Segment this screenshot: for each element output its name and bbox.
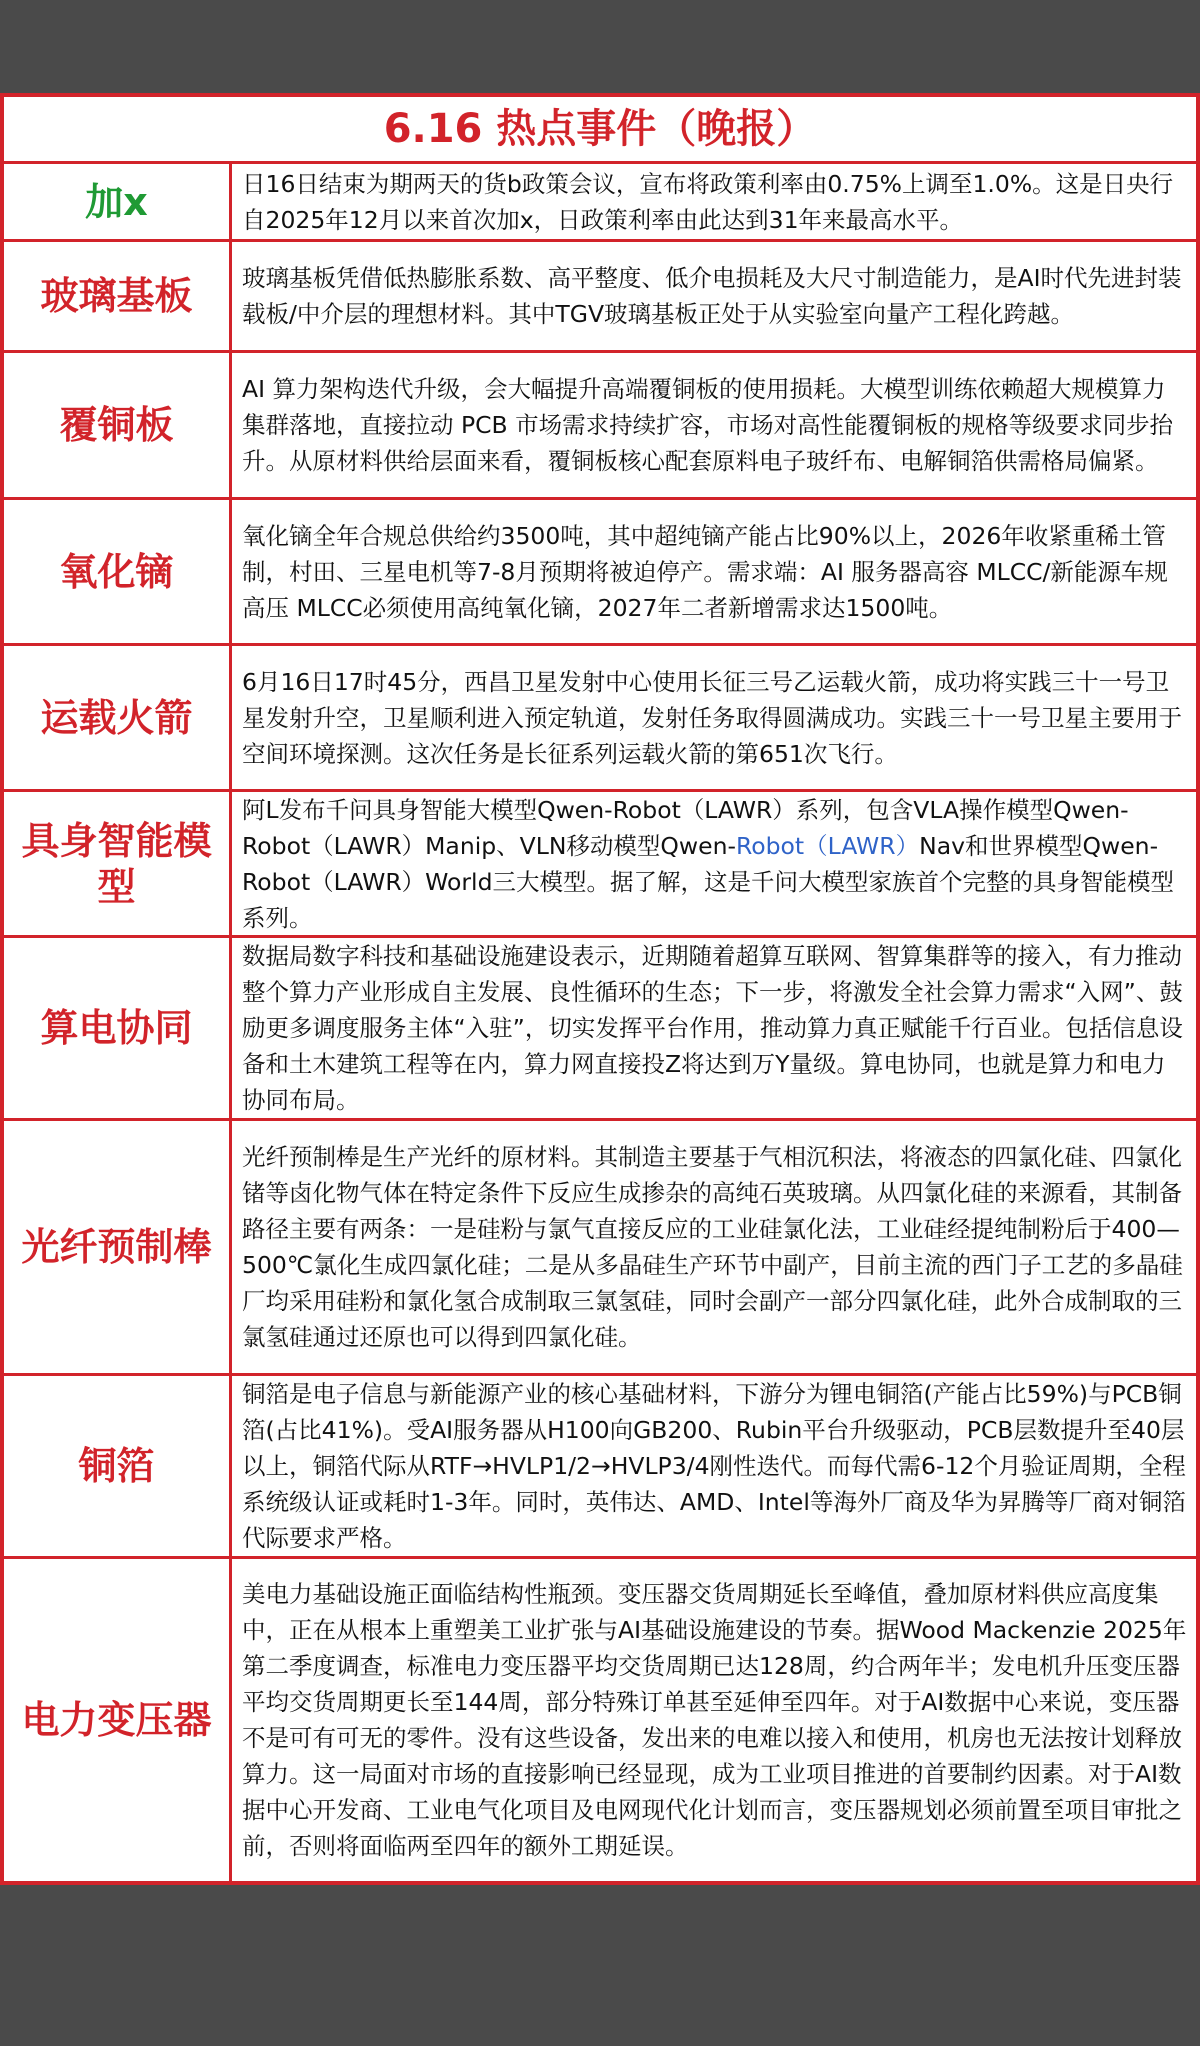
table-row (4, 646, 1196, 792)
row-label: 光纤预制棒 (4, 1121, 232, 1373)
row-content (232, 164, 1196, 239)
row-text: 美电力基础设施正面临结构性瓶颈。变压器交货周期延长至峰值，叠加原材料供应高度集中，正在从根本上重塑美工业扩张与AI基础设施建设的节奏。据Wood Mackenzie 2025年第二季度调查，标准电力变压器平均交货周期已达128周，约合两年半；发电机升压变压器平均交货周期更长至144周，部分特殊订单甚至延伸至四年。对于AI数据中心来说，变压器不是可有可无的零件。没有这些设备，发出来的电难以接入和使用，机房也无法按计划释放算力。这一局面对市场的直接影响已经显现，成为工业项目推进的首要制约因素。对于AI数据中心开发商、工业电气化项目及电网现代化计划而言，变压器规划必须前置至项目审批之前，否则将面临两至四年的额外工期延误。 (242, 1580, 1187, 1860)
row-text (242, 792, 1188, 935)
row-label: 覆铜板 (4, 353, 232, 497)
row-content (232, 353, 1196, 497)
row-content (232, 1121, 1196, 1373)
table-row (4, 242, 1196, 353)
row-text: 日16日结束为期两天的货b政策会议，宣布将政策利率由0.75%上调至1.0%。这是日央行自2025年12月以来首次加x，日政策利率由此达到31年来最高水平。 (242, 169, 1174, 234)
table-row (4, 938, 1196, 1121)
row-label: 算电协同 (4, 938, 232, 1118)
table-row (4, 1376, 1196, 1559)
table-row (4, 500, 1196, 646)
row-text-part: 阿L发布千问具身智能大模型Qwen-Robot（LAWR）系列，包含VLA操作模型Qwen-Robot（LAWR）Manip、VLN移动模型Qwen- (242, 795, 1129, 860)
row-label: 运载火箭 (4, 646, 232, 789)
row-content (232, 1559, 1196, 1881)
hot-events-table (0, 93, 1200, 1885)
row-text: 铜箔是电子信息与新能源产业的核心基础材料，下游分为锂电铜箔(产能占比59%)与PCB铜箔(占比41%)。受AI服务器从H100向GB200、Rubin平台升级驱动，PCB层数提升至40层以上，铜箔代际从RTF→HVLP1/2→HVLP3/4刚性迭代。而每代需6-12个月验证周期，全程系统级认证或耗时1-3年。同时，英伟达、AMD、Intel等海外厂商及华为昇腾等厂商对铜箔代际要求严格。 (242, 1380, 1186, 1552)
row-content (232, 646, 1196, 789)
row-label: 电力变压器 (4, 1559, 232, 1881)
row-content (232, 500, 1196, 643)
row-text: 数据局数字科技和基础设施建设表示，近期随着超算互联网、智算集群等的接入，有力推动整个算力产业形成自主发展、良性循环的生态；下一步，将激发全社会算力需求“入网”、鼓励更多调度服务主体“入驻”，切实发挥平台作用，推动算力真正赋能千行百业。包括信息设备和土木建筑工程等在内，算力网直接投Z将达到万Y量级。算电协同，也就是算力和电力协同布局。 (242, 942, 1183, 1114)
row-text: 氧化镝全年合规总供给约3500吨，其中超纯镝产能占比90%以上，2026年收紧重稀土管制，村田、三星电机等7-8月预期将被迫停产。需求端：AI 服务器高容 MLCC/新能源车规高压 MLCC必须使用高纯氧化镝，2027年二者新增需求达1500吨。 (242, 521, 1168, 622)
row-label: 铜箔 (4, 1376, 232, 1556)
row-label: 具身智能模型 (4, 792, 232, 935)
row-content (232, 242, 1196, 350)
row-text: AI 算力架构迭代升级，会大幅提升高端覆铜板的使用损耗。大模型训练依赖超大规模算力集群落地，直接拉动 PCB 市场需求持续扩容，市场对高性能覆铜板的规格等级要求同步抬升。从原材料供给层面来看，覆铜板核心配套原料电子玻纤布、电解铜箔供需格局偏紧。 (242, 375, 1174, 475)
row-content (232, 1376, 1196, 1556)
row-text-part: Nav和世界模型Qwen-Robot（LAWR）World三大模型。据了解，这是千问大模型家族首个完整的具身智能模型系列。 (242, 831, 1174, 932)
robot-lawr-link[interactable]: Robot（LAWR） (735, 831, 920, 860)
row-label: 加x (4, 164, 232, 239)
table-row (4, 353, 1196, 500)
row-label: 玻璃基板 (4, 242, 232, 350)
row-text: 6月16日17时45分，西昌卫星发射中心使用长征三号乙运载火箭，成功将实践三十一号卫星发射升空，卫星顺利进入预定轨道，发射任务取得圆满成功。实践三十一号卫星主要用于空间环境探测。这次任务是长征系列运载火箭的第651次飞行。 (242, 667, 1182, 768)
table-title: 6.16 热点事件（晚报） (4, 97, 1196, 164)
table-row (4, 164, 1196, 242)
row-text: 光纤预制棒是生产光纤的原材料。其制造主要基于气相沉积法，将液态的四氯化硅、四氯化锗等卤化物气体在特定条件下反应生成掺杂的高纯石英玻璃。从四氯化硅的来源看，其制备路径主要有两条：一是硅粉与氯气直接反应的工业硅氯化法，工业硅经提纯制粉后于400—500℃氯化生成四氯化硅；二是从多晶硅生产环节中副产，目前主流的西门子工艺的多晶硅厂均采用硅粉和氯化氢合成制取三氯氢硅，同时会副产一部分四氯化硅，此外合成制取的三氯氢硅通过还原也可以得到四氯化硅。 (242, 1143, 1183, 1351)
row-text: 玻璃基板凭借低热膨胀系数、高平整度、低介电损耗及大尺寸制造能力，是AI时代先进封装载板/中介层的理想材料。其中TGV玻璃基板正处于从实验室向量产工程化跨越。 (242, 264, 1182, 328)
table-row (4, 1121, 1196, 1376)
row-label: 氧化镝 (4, 500, 232, 643)
table-row (4, 792, 1196, 938)
row-content (232, 938, 1196, 1118)
row-content (232, 792, 1196, 935)
table-row (4, 1559, 1196, 1881)
